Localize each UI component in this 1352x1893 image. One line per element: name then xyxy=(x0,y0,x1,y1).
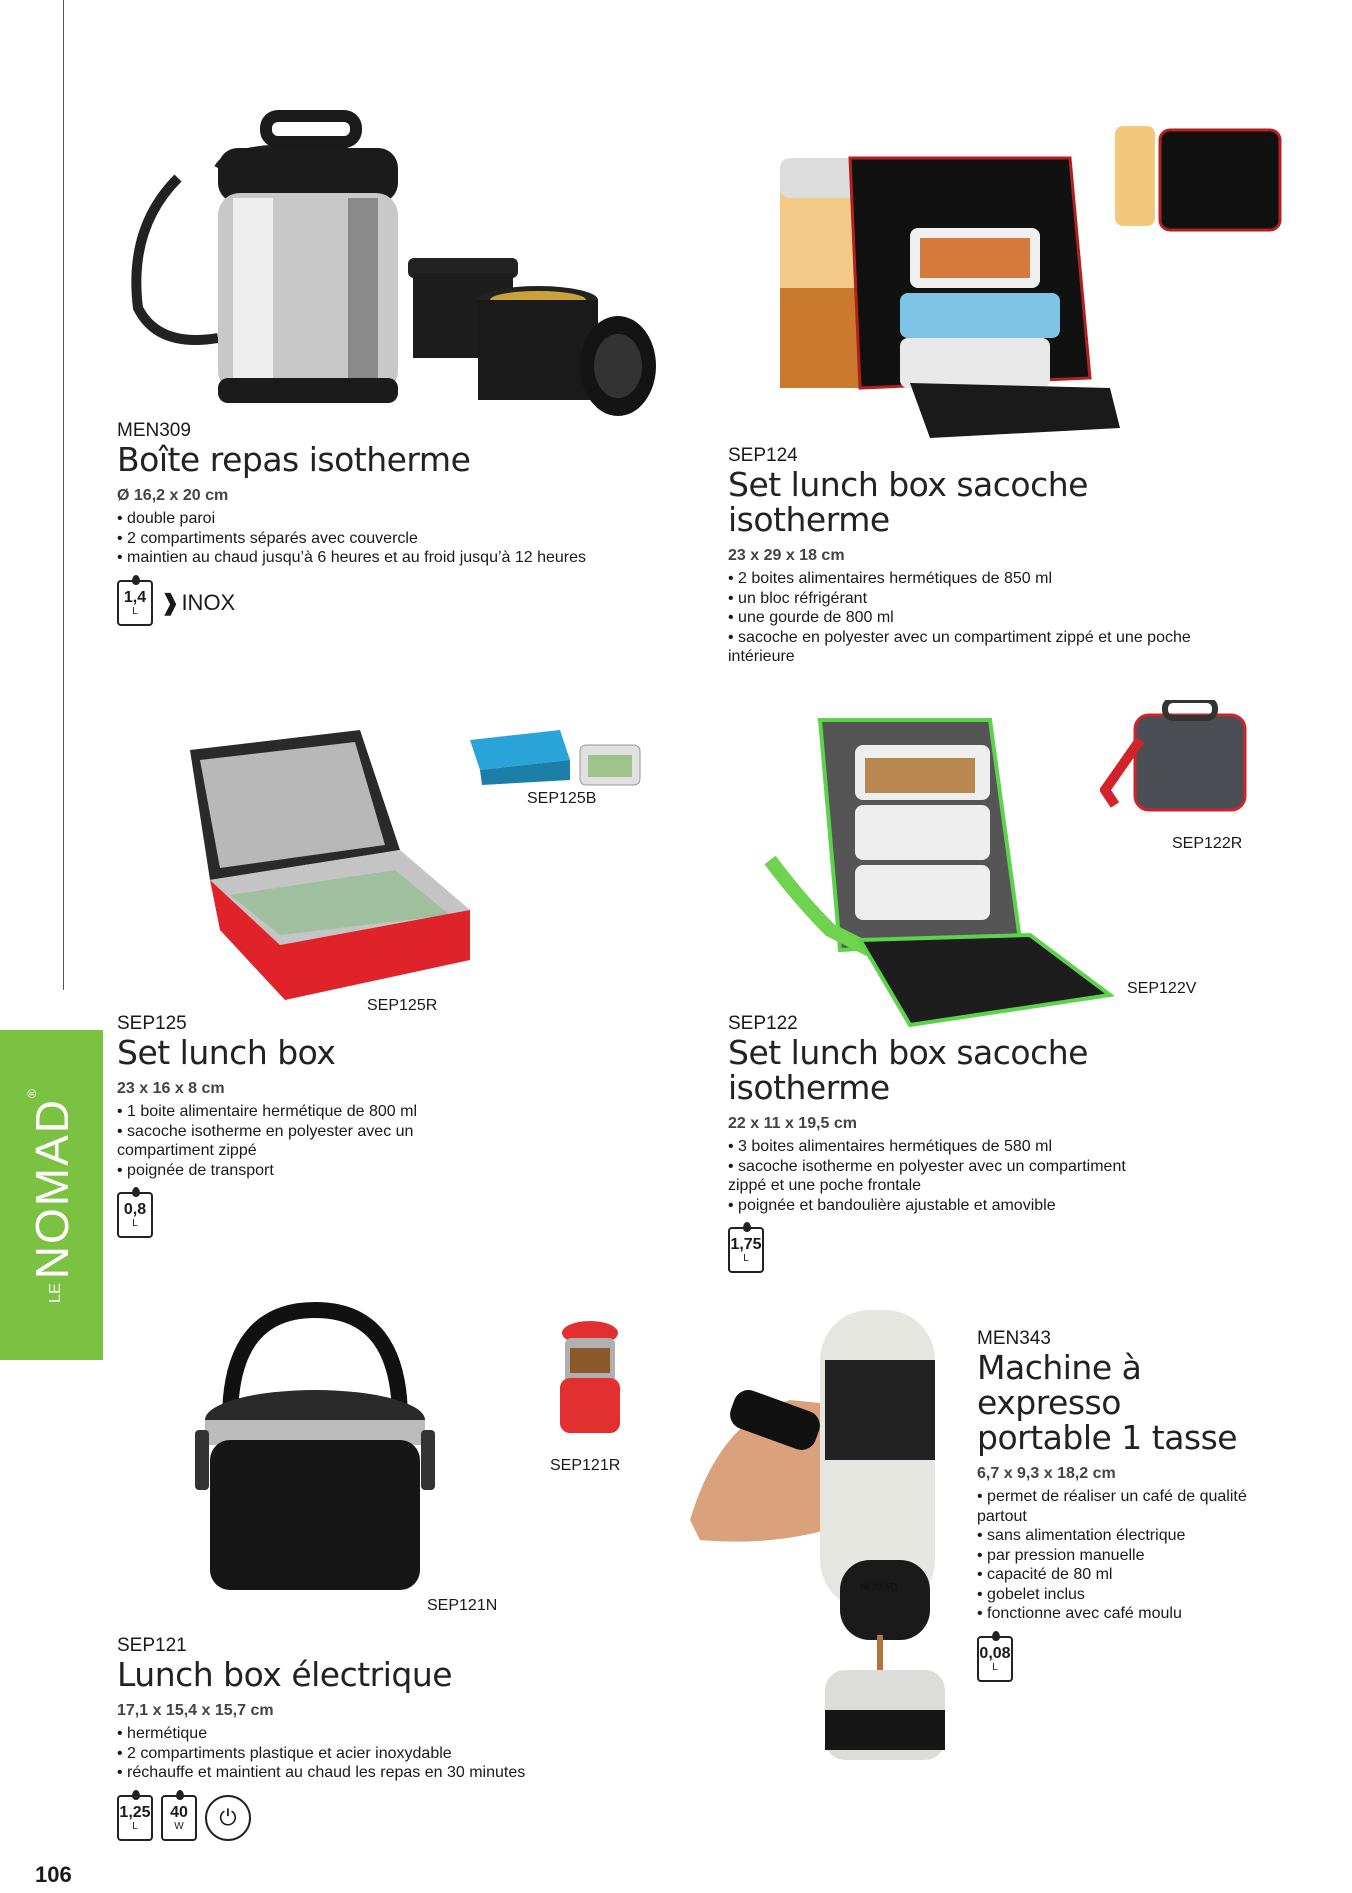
feature-item: • gobelet inclus xyxy=(977,1585,1247,1605)
feature-item: • par pression manuelle xyxy=(977,1546,1247,1566)
sep122v-product-image xyxy=(760,700,1120,1030)
margin-rule xyxy=(63,0,64,990)
caption-sep122r: SEP122R xyxy=(1172,835,1243,852)
product-dimensions: 6,7 x 9,3 x 18,2 cm xyxy=(977,1465,1116,1482)
men309-product-image xyxy=(118,108,678,428)
volume-icon: 1,4 L xyxy=(117,580,153,626)
feature-item: • une gourde de 800 ml xyxy=(728,608,1248,628)
sep122r-product-image xyxy=(1100,700,1255,825)
product-title: Machine à expresso xyxy=(977,1348,1142,1422)
volume-icon: 0,8 L xyxy=(117,1192,153,1238)
feature-item: • fonctionne avec café moulu xyxy=(977,1604,1247,1624)
product-dimensions: Ø 16,2 x 20 cm xyxy=(117,487,229,504)
product-men309 xyxy=(117,420,657,626)
feature-item: • poignée de transport xyxy=(117,1161,477,1181)
caption-sep122v: SEP122V xyxy=(1127,980,1197,997)
product-sep125 xyxy=(117,1013,477,1238)
electric-plug-icon: ⏻ xyxy=(205,1795,251,1841)
power-icon: 40 W xyxy=(161,1795,197,1841)
product-sep122 xyxy=(728,1013,1148,1273)
feature-item: • sacoche en polyester avec un compartiment zippé et une poche intérieure xyxy=(728,628,1248,667)
sep121r-product-image xyxy=(545,1318,635,1438)
product-title: Set lunch box xyxy=(117,1033,336,1072)
feature-item: • sacoche isotherme en polyester avec un compartiment zippé et une poche frontale xyxy=(728,1157,1148,1196)
product-sep124 xyxy=(728,445,1248,667)
product-dimensions: 23 x 29 x 18 cm xyxy=(728,547,845,564)
feature-item: • poignée et bandoulière ajustable et amovible xyxy=(728,1196,1148,1216)
feature-item: • 2 compartiments séparés avec couvercle xyxy=(117,529,657,549)
feature-item: • maintien au chaud jusqu’à 6 heures et au froid jusqu’à 12 heures xyxy=(117,548,657,568)
product-title: Boîte repas isotherme xyxy=(117,440,471,479)
product-code: SEP124 xyxy=(728,445,798,466)
product-dimensions: 23 x 16 x 8 cm xyxy=(117,1080,225,1097)
sep125b-product-image xyxy=(470,725,650,795)
feature-item: • capacité de 80 ml xyxy=(977,1565,1247,1585)
product-dimensions: 17,1 x 15,4 x 15,7 cm xyxy=(117,1702,274,1719)
caption-sep125b: SEP125B xyxy=(527,790,597,807)
feature-item: • 3 boites alimentaires hermétiques de 580 ml xyxy=(728,1137,1148,1157)
product-code: MEN343 xyxy=(977,1328,1051,1349)
caption-sep121r: SEP121R xyxy=(550,1457,621,1474)
men343-machine-logo: NOMAD xyxy=(860,1582,898,1593)
product-title: Lunch box électrique xyxy=(117,1655,453,1694)
caption-sep125r: SEP125R xyxy=(367,997,438,1014)
feature-list xyxy=(117,509,657,568)
material-badge: ❱ INOX xyxy=(161,589,236,615)
feature-list xyxy=(728,1137,1148,1215)
feature-item: • réchauffe et maintient au chaud les repas en 30 minutes xyxy=(117,1763,637,1783)
feature-list xyxy=(117,1724,637,1783)
feature-item: • hermétique xyxy=(117,1724,637,1744)
feature-item: • 1 boite alimentaire hermétique de 800 ml xyxy=(117,1102,477,1122)
feature-item: • sans alimentation électrique xyxy=(977,1526,1247,1546)
sep124-product-image xyxy=(770,118,1310,438)
product-men343 xyxy=(977,1328,1247,1682)
product-code: SEP121 xyxy=(117,1635,187,1656)
feature-list xyxy=(728,569,1248,667)
feature-list xyxy=(117,1102,477,1180)
product-sep121 xyxy=(117,1635,637,1841)
product-title-line2: portable 1 tasse xyxy=(977,1418,1238,1457)
product-title: Set lunch box sacoche isotherme xyxy=(728,465,1088,539)
feature-item: • 2 boites alimentaires hermétiques de 850 ml xyxy=(728,569,1248,589)
product-code: MEN309 xyxy=(117,420,191,441)
feature-list xyxy=(977,1487,1247,1624)
feature-item: • un bloc réfrigérant xyxy=(728,589,1248,609)
men343-product-image xyxy=(690,1300,970,1770)
volume-icon: 1,25 L xyxy=(117,1795,153,1841)
feature-item: • permet de réaliser un café de qualité partout xyxy=(977,1487,1247,1526)
volume-icon: 0,08 L xyxy=(977,1636,1013,1682)
sep121n-product-image xyxy=(190,1300,440,1610)
product-dimensions: 22 x 11 x 19,5 cm xyxy=(728,1115,857,1132)
product-code: SEP125 xyxy=(117,1013,187,1034)
feature-item: • sacoche isotherme en polyester avec un compartiment zippé xyxy=(117,1122,477,1161)
feature-item: • double paroi xyxy=(117,509,657,529)
product-code: SEP122 xyxy=(728,1013,798,1034)
caption-sep121n: SEP121N xyxy=(427,1597,498,1614)
page-number: 106 xyxy=(35,1862,72,1887)
product-title: Set lunch box sacoche isotherme xyxy=(728,1033,1088,1107)
volume-icon: 1,75 L xyxy=(728,1227,764,1273)
sep125r-product-image xyxy=(180,720,480,1010)
feature-item: • 2 compartiments plastique et acier inoxydable xyxy=(117,1744,637,1764)
brand-logo: LENOMAD® xyxy=(25,1087,78,1303)
chevron-right-icon: ❱ xyxy=(161,589,180,615)
